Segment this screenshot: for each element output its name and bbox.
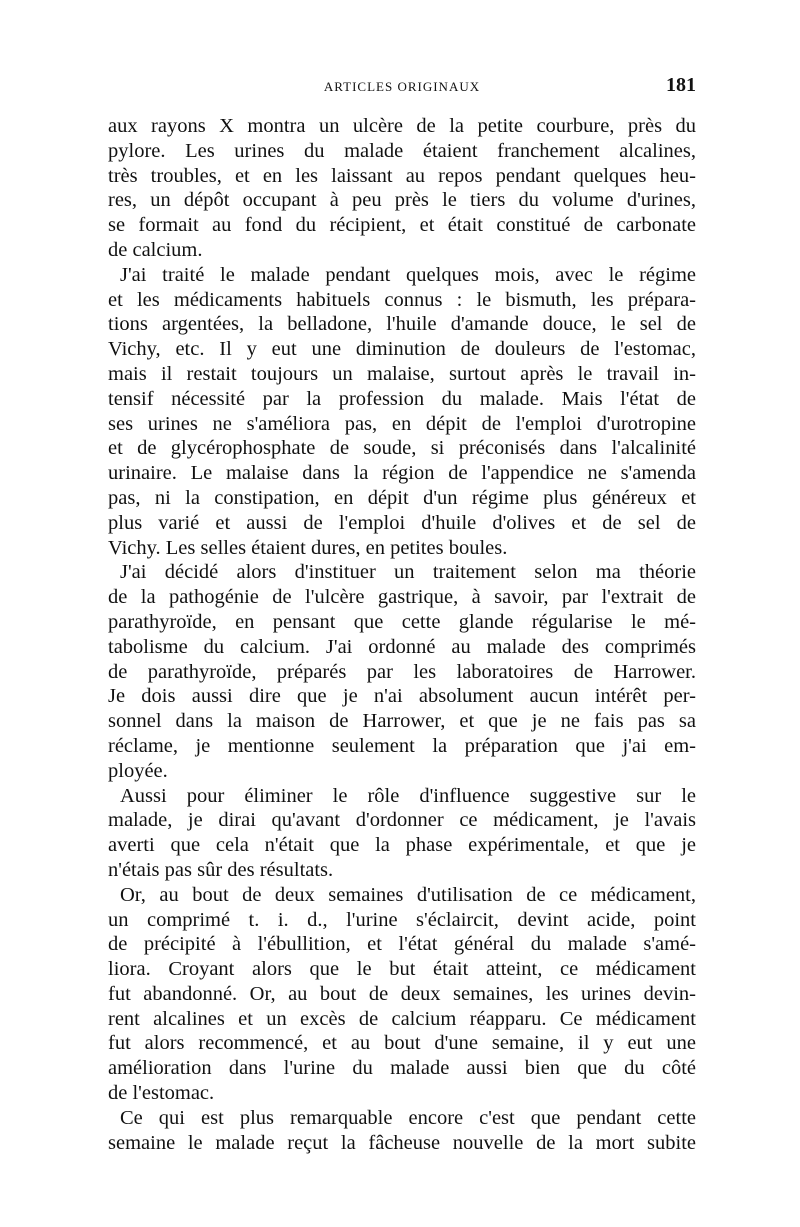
text-line: pylore. Les urines du malade étaient franchement alcalines, [108,139,696,162]
running-head [108,74,696,98]
text-line: se formait au fond du récipient, et était constitué de carbonate [108,214,696,237]
text-line: de parathyroïde, préparés par les laboratoires de Harrower. [108,660,696,683]
text-line: semaine le malade reçut la fâcheuse nouvelle de la mort subite [108,1131,696,1154]
text-line: malade, je dirai qu'avant d'ordonner ce médicament, je l'avais [108,809,696,832]
text-line: sonnel dans la maison de Harrower, et que je ne fais pas sa [108,710,696,733]
text-line: res, un dépôt occupant à peu près le tiers du volume d'urines, [108,189,696,212]
text-line: liora. Croyant alors que le but était atteint, ce médicament [108,958,696,981]
text-line: fut abandonné. Or, au bout de deux semaines, les urines devin- [108,982,696,1005]
text-line: Ce qui est plus remarquable encore c'est que pendant cette [120,1106,696,1129]
text-line: pas, ni la constipation, en dépit d'un régime plus généreux et [108,486,696,509]
page-number: 181 [666,74,696,96]
text-line: ployée. [108,759,168,782]
text-line: tabolisme du calcium. J'ai ordonné au malade des comprimés [108,635,696,658]
text-line: réclame, je mentionne seulement la préparation que j'ai em- [108,734,696,757]
text-line: ses urines ne s'améliora pas, en dépit de l'emploi d'urotropine [108,412,696,435]
text-line: urinaire. Le malaise dans la région de l'appendice ne s'amenda [108,462,696,485]
text-line: Vichy, etc. Il y eut une diminution de douleurs de l'estomac, [108,338,696,361]
text-line: Je dois aussi dire que je n'ai absolument aucun intérêt per- [108,685,696,708]
text-line: de la pathogénie de l'ulcère gastrique, à savoir, par l'extrait de [108,586,696,609]
running-title: ARTICLES ORIGINAUX [323,79,481,94]
text-line: plus varié et aussi de l'emploi d'huile d'olives et de sel de [108,511,696,534]
text-line: J'ai traité le malade pendant quelques mois, avec le régime [120,263,696,286]
text-line: J'ai décidé alors d'instituer un traitement selon ma théorie [120,561,696,584]
text-line: rent alcalines et un excès de calcium réapparu. Ce médicament [108,1007,696,1030]
text-line: mais il restait toujours un malaise, surtout après le travail in- [108,362,696,385]
text-line: et de glycérophosphate de soude, si préconisés dans l'alcalinité [108,437,696,460]
text-line: Aussi pour éliminer le rôle d'influence suggestive sur le [120,784,696,807]
text-line: tensif nécessité par la profession du malade. Mais l'état de [108,387,696,410]
text-line: de calcium. [108,238,203,261]
text-line: et les médicaments habituels connus : le bismuth, les prépara- [108,288,696,311]
text-line: de précipité à l'ébullition, et l'état général du malade s'amé- [108,933,696,956]
text-line: amélioration dans l'urine du malade aussi bien que du côté [108,1057,696,1080]
text-line: de l'estomac. [108,1082,215,1105]
text-line: aux rayons X montra un ulcère de la petite courbure, près du [108,115,696,137]
text-line: très troubles, et en les laissant au repos pendant quelques heu- [108,164,696,187]
text-line: tions argentées, la belladone, l'huile d'amande douce, le sel de [108,313,696,336]
text-line: fut alors recommencé, et au bout d'une semaine, il y eut une [108,1032,696,1055]
text-line: parathyroïde, en pensant que cette glande régularise le mé- [108,610,696,633]
body-text [108,114,696,1155]
text-line: averti que cela n'était que la phase expérimentale, et que je [108,834,696,857]
text-line: un comprimé t. i. d., l'urine s'éclaircit, devint acide, point [108,908,696,931]
text-line: Vichy. Les selles étaient dures, en petites boules. [108,536,508,559]
text-line: Or, au bout de deux semaines d'utilisation de ce médicament, [120,883,696,906]
text-line: n'étais pas sûr des résultats. [108,858,334,881]
